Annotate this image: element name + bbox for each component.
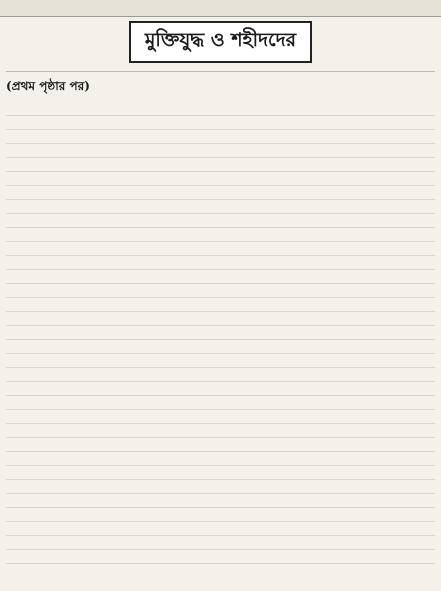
article-text-lines bbox=[6, 102, 435, 572]
headline: মুক্তিযুদ্ধ ও শহীদদের bbox=[129, 21, 312, 63]
article-body bbox=[6, 71, 435, 591]
cut-off-previous-line bbox=[0, 0, 441, 17]
continuation-marker: (প্রথম পৃষ্ঠার পর) bbox=[6, 79, 90, 93]
headline-area bbox=[0, 17, 441, 67]
